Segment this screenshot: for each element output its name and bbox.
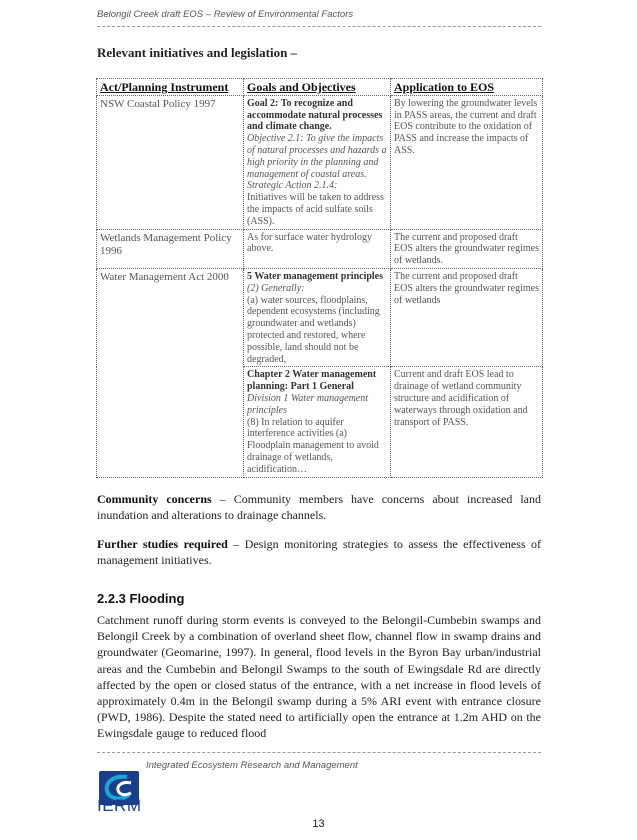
goals-cell	[244, 229, 391, 268]
column-header: Act/Planning Instrument	[97, 79, 244, 96]
footer-text: Integrated Ecosystem Research and Management	[146, 760, 358, 771]
goal-title: Goal 2: To recognize and accommodate natural processes and climate change.	[247, 97, 383, 133]
goal-text: (a) water sources, floodplains, dependent ecosystems (including groundwater and wetlands) protected and restored, where possible, land should not be degraded,	[247, 294, 380, 365]
section-title: Relevant initiatives and legislation –	[97, 45, 298, 60]
page-number: 13	[312, 818, 325, 830]
application-cell: Current and draft EOS lead to drainage of wetland community structure and acidification of waterways through oxidation and transport of PASS.	[391, 367, 543, 477]
logo-text: IERM	[97, 796, 142, 815]
column-header: Application to EOS	[391, 79, 543, 96]
table-header-row	[97, 79, 543, 96]
application-cell: The current and proposed draft EOS alters the groundwater regimes of wetlands	[391, 268, 543, 366]
running-header: Belongil Creek draft EOS – Review of Environmental Factors	[97, 9, 354, 20]
instrument-cell: Wetlands Management Policy 1996	[97, 229, 244, 268]
further-label: Further studies required	[97, 537, 228, 551]
goal-text: As for surface water hydrology above.	[247, 231, 372, 255]
header-rule	[97, 26, 541, 27]
goal-text: (8) In relation to aquifer interference activities (a) Floodplain management to avoid drainage of wetlands, acidification…	[247, 416, 379, 475]
community-text: Community members have concerns about increased land inundation and alterations to drainage channels.	[97, 492, 542, 522]
further-studies: Further studies required – Design monitoring strategies to assess the effectiveness of management initiatives.	[97, 537, 541, 567]
legislation-table	[96, 78, 543, 478]
footer-rule	[97, 752, 541, 753]
further-text: Design monitoring strategies to assess the effectiveness of management initiatives.	[97, 537, 541, 567]
goals-cell	[244, 367, 391, 477]
goal-italic: (2) Generally:	[247, 282, 305, 294]
application-cell: By lowering the groundwater levels in PASS areas, the current and draft EOS contribute to the oxidation of PASS and increase the impacts of ASS.	[391, 95, 543, 229]
flooding-body: Catchment runoff during storm events is conveyed to the Belongil-Cumbebin swamps and Belongil Creek by a combination of overland sheet flow, channel flow in swamp drains and groundwater (Geomarine, 1997). In general, flood levels in the Byron Bay urban/industrial areas and the Cumbebin and Belongil Swamps to the south of Ewingsdale Rd are directly affected by the open or closed status of the entrance, with a net increase in flood levels of approximately 0.4m in the Belongil swamp during a 5% ARI event with entrance closure (PWD, 1986). Despite the stated need to artificially open the entrance at 1.2m AHD on the Ewingsdale gauge to reduced flood	[97, 613, 541, 741]
goals-cell	[244, 268, 391, 366]
instrument-cell: NSW Coastal Policy 1997	[97, 95, 244, 229]
goals-cell	[244, 95, 391, 229]
table-row	[97, 229, 543, 268]
flooding-heading: 2.2.3 Flooding	[97, 591, 185, 606]
goal-italic: Division 1 Water management principles	[247, 392, 369, 416]
table-row	[97, 268, 543, 366]
community-label: Community concerns	[97, 492, 212, 506]
table-row	[97, 95, 543, 229]
instrument-cell: Water Management Act 2000	[97, 268, 244, 477]
goal-text: Initiatives will be taken to address the impacts of acid sulfate soils (ASS).	[247, 192, 384, 227]
goal-title: Chapter 2 Water management planning: Part 1 General	[247, 369, 377, 393]
goal-italic: Objective 2.1: To give the impacts of natural processes and hazards a high priority in the planning and management of coastal areas. Strategic Action 2.1.4:	[247, 133, 387, 192]
application-cell: The current and proposed draft EOS alters the groundwater regimes of wetlands.	[391, 229, 543, 268]
goal-title: 5 Water management principles	[247, 270, 384, 282]
column-header: Goals and Objectives	[244, 79, 391, 96]
community-concerns: Community concerns – Community members have concerns about increased land inundation and alterations to drainage channels.	[97, 492, 542, 522]
